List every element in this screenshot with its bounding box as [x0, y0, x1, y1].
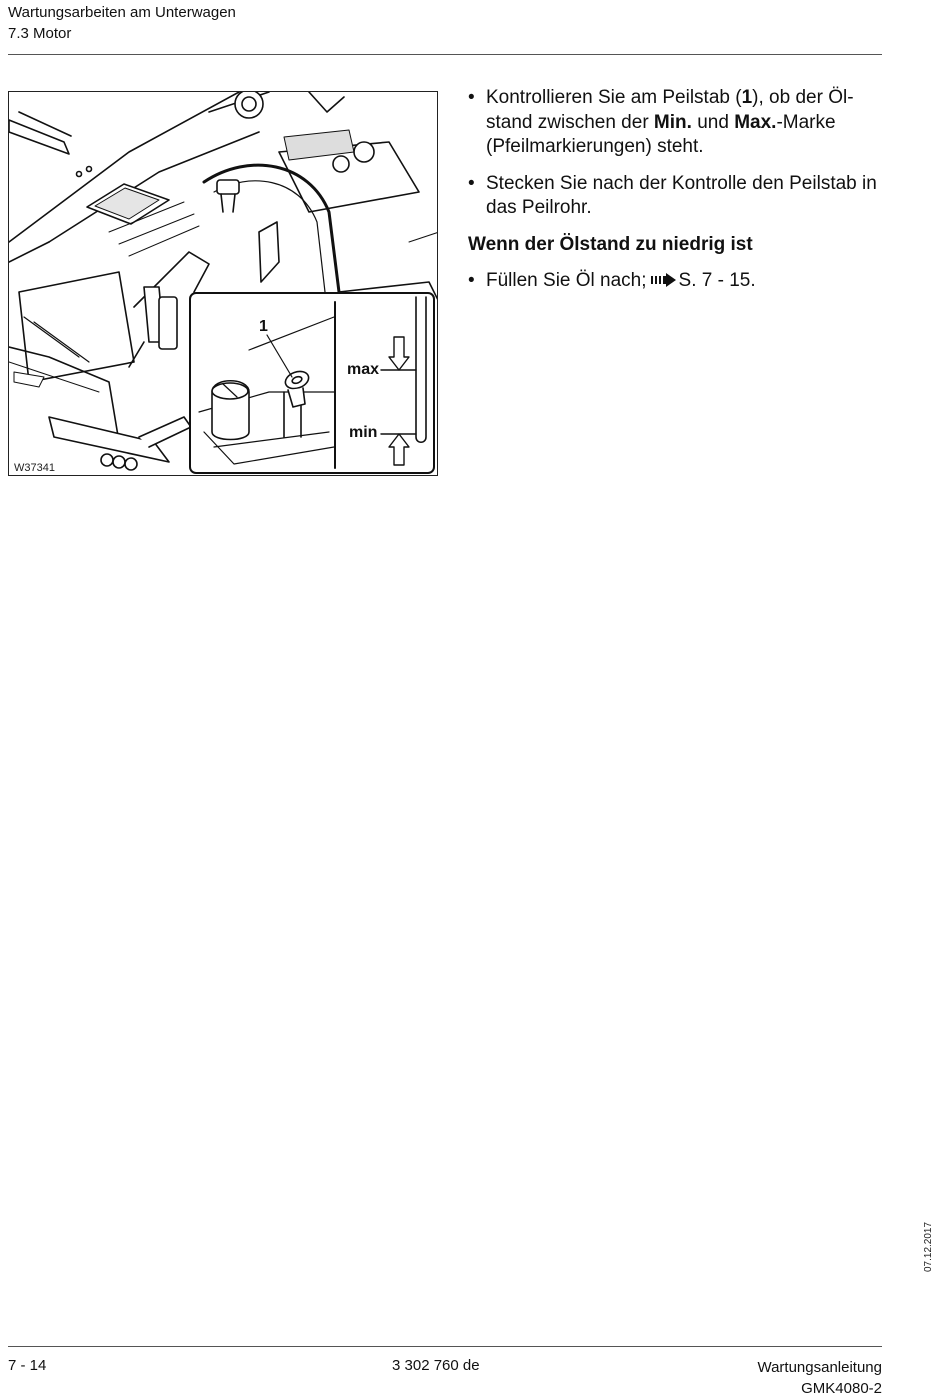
header-chapter: Wartungsarbeiten am Unterwagen [8, 4, 236, 21]
page-number: 7 - 14 [8, 1357, 47, 1374]
dipstick-illustration [8, 91, 438, 476]
footer-rule [8, 1346, 882, 1347]
footer-model: GMK4080-2 [801, 1380, 882, 1397]
min-label: min [349, 424, 378, 441]
instruction-text: -Marke (Pfeilmarkierungen) steht. [486, 111, 836, 157]
bullet-point: • [468, 87, 475, 108]
instruction-column [468, 86, 888, 307]
list-item [468, 172, 888, 221]
min-mark-text: Min. [653, 111, 692, 133]
callout-1: 1 [259, 318, 268, 335]
side-date: 07.12.2017 [923, 1221, 934, 1272]
page-header [8, 2, 236, 44]
header-section: 7.3 Motor [8, 25, 72, 42]
footer-title-block [757, 1357, 882, 1399]
list-item [468, 86, 888, 160]
instruction-text: Kontrollieren Sie am Peilstab ( [486, 87, 742, 108]
figure-id: W37341 [14, 462, 55, 474]
list-item [468, 269, 888, 295]
max-label: max [347, 361, 380, 378]
subheading: Wenn der Ölstand zu niedrig ist [468, 233, 753, 255]
crane-cab-drawing [9, 92, 438, 476]
max-mark-text: Max. [734, 111, 777, 133]
page-reference-link[interactable]: S. 7 - 15. [678, 270, 756, 291]
bullet-point: • [468, 172, 475, 194]
instruction-text: Füllen Sie Öl nach; [486, 270, 647, 291]
doc-number: 3 302 760 de [392, 1357, 480, 1374]
bullet-point: • [468, 270, 475, 291]
part-reference: 1 [741, 87, 753, 108]
header-rule [8, 54, 882, 55]
instruction-text: und [691, 111, 735, 133]
instruction-text: ), ob der Öl-stand zwischen der [486, 87, 854, 133]
footer-title: Wartungsanleitung [757, 1359, 882, 1376]
instruction-text: Stecken Sie nach der Kontrolle den Peilstab in das Peilrohr. [486, 172, 877, 218]
reference-arrow-icon [651, 270, 677, 295]
